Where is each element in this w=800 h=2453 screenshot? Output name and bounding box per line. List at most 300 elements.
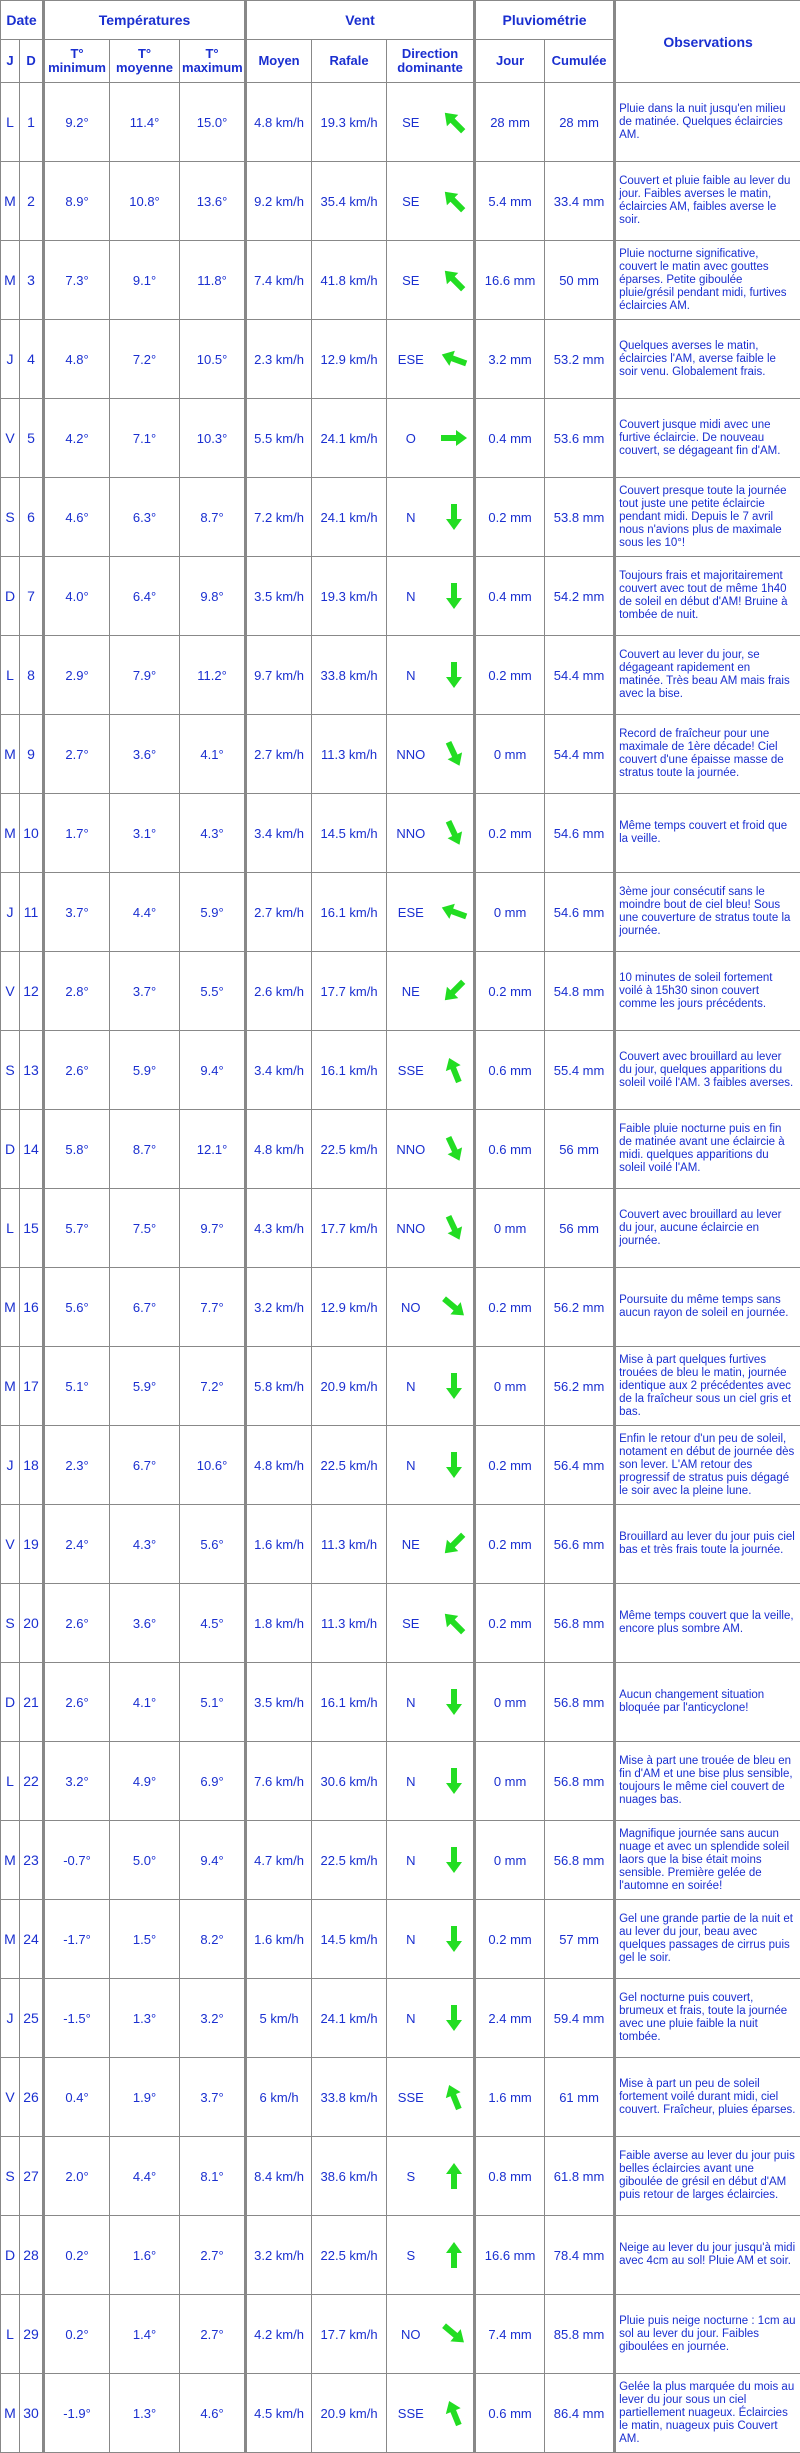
temp-max: 2.7° [180, 2216, 246, 2295]
temp-max: 8.1° [180, 2137, 246, 2216]
wind-avg: 8.4 km/h [246, 2137, 312, 2216]
table-row [1, 1663, 800, 1742]
temp-avg: 1.3° [110, 2374, 180, 2453]
table-row [1, 399, 800, 478]
temp-avg: 5.9° [110, 1031, 180, 1110]
observation: Gelée la plus marquée du mois au lever du jour sous un ciel partiellement nuageux. Éclaircies le matin, nuageux puis Couvert AM. [615, 2374, 800, 2453]
day-number: 23 [20, 1821, 44, 1900]
wind-gust: 11.3 km/h [312, 1505, 387, 1584]
header-vent: Vent [246, 1, 475, 40]
temp-min: -1.7° [44, 1900, 110, 1979]
wind-arrow-cell [435, 241, 475, 320]
observation: Quelques averses le matin, éclaircies l'AM, averse faible le soir venu. Globalement frais. [615, 320, 800, 399]
day-number: 29 [20, 2295, 44, 2374]
observation: Faible pluie nocturne puis en fin de matinée avant une éclaircie à midi. quelques apparitions du soleil voilé l'AM. [615, 1110, 800, 1189]
rain-day: 0.6 mm [475, 1031, 545, 1110]
rain-day: 0.2 mm [475, 1426, 545, 1505]
day-number: 17 [20, 1347, 44, 1426]
wind-gust: 33.8 km/h [312, 636, 387, 715]
wind-arrow-cell [435, 1110, 475, 1189]
wind-arrow-cell [435, 320, 475, 399]
header-direction: Direction dominante [387, 40, 475, 83]
rain-cumulative: 53.2 mm [545, 320, 615, 399]
temp-max: 3.2° [180, 1979, 246, 2058]
rain-cumulative: 57 mm [545, 1900, 615, 1979]
wind-avg: 3.5 km/h [246, 557, 312, 636]
day-number: 22 [20, 1742, 44, 1821]
rain-cumulative: 56.6 mm [545, 1505, 615, 1584]
wind-avg: 1.6 km/h [246, 1505, 312, 1584]
observation: Magnifique journée sans aucun nuage et avec un splendide soleil laors que la bise était moins sensible. Première gelée de l'automne en soirée! [615, 1821, 800, 1900]
observation: Couvert et pluie faible au lever du jour. Faibles averses le matin, éclaircies AM, faibles averse le soir. [615, 162, 800, 241]
temp-min: 2.0° [44, 2137, 110, 2216]
arrow-sse-icon [439, 1134, 469, 1164]
day-number: 26 [20, 2058, 44, 2137]
arrow-s-icon [439, 502, 469, 532]
wind-gust: 24.1 km/h [312, 399, 387, 478]
wind-arrow-cell [435, 2374, 475, 2453]
wind-direction: N [387, 557, 435, 636]
rain-day: 0.2 mm [475, 636, 545, 715]
temp-min: 4.2° [44, 399, 110, 478]
wind-avg: 4.8 km/h [246, 1110, 312, 1189]
rain-day: 0 mm [475, 715, 545, 794]
wind-avg: 2.3 km/h [246, 320, 312, 399]
day-letter: V [1, 399, 20, 478]
rain-cumulative: 54.8 mm [545, 952, 615, 1031]
wind-gust: 16.1 km/h [312, 1663, 387, 1742]
rain-cumulative: 53.8 mm [545, 478, 615, 557]
arrow-s-icon [439, 1371, 469, 1401]
arrow-e-icon [439, 423, 469, 453]
rain-cumulative: 33.4 mm [545, 162, 615, 241]
temp-avg: 1.9° [110, 2058, 180, 2137]
wind-avg: 4.8 km/h [246, 1426, 312, 1505]
wind-gust: 30.6 km/h [312, 1742, 387, 1821]
wind-direction: N [387, 1821, 435, 1900]
wind-direction: NE [387, 1505, 435, 1584]
wind-gust: 22.5 km/h [312, 1821, 387, 1900]
rain-day: 0.4 mm [475, 399, 545, 478]
day-number: 20 [20, 1584, 44, 1663]
header-pluviometrie: Pluviométrie [475, 1, 615, 40]
temp-max: 9.4° [180, 1031, 246, 1110]
table-body [1, 83, 800, 2453]
wind-direction: N [387, 1900, 435, 1979]
temp-min: 5.8° [44, 1110, 110, 1189]
temp-max: 9.7° [180, 1189, 246, 1268]
arrow-w-icon [439, 344, 469, 374]
wind-arrow-cell [435, 1979, 475, 2058]
rain-day: 5.4 mm [475, 162, 545, 241]
observation: Toujours frais et majoritairement couvert avec tout de même 1h40 de soleil en début d'AM! Bruine à tombée de nuit. [615, 557, 800, 636]
rain-day: 0 mm [475, 873, 545, 952]
temp-min: 2.4° [44, 1505, 110, 1584]
arrow-nw-icon [439, 107, 469, 137]
table-row [1, 873, 800, 952]
wind-gust: 41.8 km/h [312, 241, 387, 320]
wind-gust: 11.3 km/h [312, 1584, 387, 1663]
table-row [1, 715, 800, 794]
observation: Mise à part un peu de soleil fortement voilé durant midi, ciel couvert. Fraîcheur, pluies éparses. [615, 2058, 800, 2137]
table-row [1, 952, 800, 1031]
rain-day: 28 mm [475, 83, 545, 162]
observation: Record de fraîcheur pour une maximale de 1ère décade! Ciel couvert d'une épaisse masse de stratus toute la journée. [615, 715, 800, 794]
wind-gust: 14.5 km/h [312, 794, 387, 873]
wind-arrow-cell [435, 1663, 475, 1742]
rain-cumulative: 54.6 mm [545, 794, 615, 873]
wind-avg: 7.2 km/h [246, 478, 312, 557]
rain-cumulative: 56.8 mm [545, 1663, 615, 1742]
wind-direction: S [387, 2137, 435, 2216]
day-letter: J [1, 1979, 20, 2058]
observation: Faible averse au lever du jour puis belles éclaircies avant une giboulée de grésil en début d'AM puis retour de larges éclaircies. [615, 2137, 800, 2216]
wind-avg: 3.5 km/h [246, 1663, 312, 1742]
observation: Poursuite du même temps sans aucun rayon de soleil en journée. [615, 1268, 800, 1347]
rain-cumulative: 54.2 mm [545, 557, 615, 636]
day-letter: S [1, 1584, 20, 1663]
temp-max: 9.4° [180, 1821, 246, 1900]
temp-max: 5.1° [180, 1663, 246, 1742]
rain-day: 16.6 mm [475, 2216, 545, 2295]
temp-max: 15.0° [180, 83, 246, 162]
temp-avg: 4.4° [110, 873, 180, 952]
arrow-s-icon [439, 1687, 469, 1717]
temp-avg: 1.6° [110, 2216, 180, 2295]
day-letter: D [1, 1663, 20, 1742]
day-letter: L [1, 636, 20, 715]
arrow-nnw-icon [439, 2082, 469, 2112]
arrow-nw-icon [439, 265, 469, 295]
temp-min: 2.6° [44, 1584, 110, 1663]
temp-max: 4.5° [180, 1584, 246, 1663]
temp-max: 7.7° [180, 1268, 246, 1347]
arrow-sw-icon [439, 976, 469, 1006]
table-row [1, 2058, 800, 2137]
observation: Pluie nocturne significative, couvert le matin avec gouttes éparses. Petite giboulée pluie/grésil pendant midi, furtives éclaircies AM. [615, 241, 800, 320]
day-letter: M [1, 1347, 20, 1426]
wind-direction: SE [387, 1584, 435, 1663]
temp-max: 2.7° [180, 2295, 246, 2374]
header-jour: Jour [475, 40, 545, 83]
table-row [1, 241, 800, 320]
wind-gust: 22.5 km/h [312, 2216, 387, 2295]
rain-day: 0 mm [475, 1821, 545, 1900]
temp-min: -1.5° [44, 1979, 110, 2058]
day-letter: S [1, 478, 20, 557]
day-letter: M [1, 1821, 20, 1900]
wind-direction: NE [387, 952, 435, 1031]
day-letter: J [1, 873, 20, 952]
temp-min: 2.3° [44, 1426, 110, 1505]
wind-arrow-cell [435, 715, 475, 794]
rain-day: 0.2 mm [475, 794, 545, 873]
arrow-se-icon [439, 1292, 469, 1322]
rain-day: 0.4 mm [475, 557, 545, 636]
wind-arrow-cell [435, 873, 475, 952]
day-number: 24 [20, 1900, 44, 1979]
day-letter: S [1, 2137, 20, 2216]
observation: Couvert au lever du jour, se dégageant rapidement en matinée. Très beau AM mais frais avec la bise. [615, 636, 800, 715]
wind-direction: N [387, 478, 435, 557]
day-letter: D [1, 2216, 20, 2295]
wind-avg: 7.6 km/h [246, 1742, 312, 1821]
temp-max: 5.6° [180, 1505, 246, 1584]
temp-min: 1.7° [44, 794, 110, 873]
arrow-sse-icon [439, 739, 469, 769]
wind-avg: 6 km/h [246, 2058, 312, 2137]
wind-direction: SSE [387, 1031, 435, 1110]
temp-min: 2.7° [44, 715, 110, 794]
wind-avg: 5.8 km/h [246, 1347, 312, 1426]
wind-avg: 4.8 km/h [246, 83, 312, 162]
rain-cumulative: 78.4 mm [545, 2216, 615, 2295]
table-row [1, 320, 800, 399]
wind-gust: 19.3 km/h [312, 557, 387, 636]
temp-avg: 5.0° [110, 1821, 180, 1900]
arrow-w-icon [439, 897, 469, 927]
observation: Couvert jusque midi avec une furtive éclaircie. De nouveau couvert, se dégageant fin d'AM. [615, 399, 800, 478]
temp-max: 12.1° [180, 1110, 246, 1189]
rain-cumulative: 56.4 mm [545, 1426, 615, 1505]
wind-avg: 3.2 km/h [246, 2216, 312, 2295]
temp-min: 5.7° [44, 1189, 110, 1268]
temp-min: 5.1° [44, 1347, 110, 1426]
wind-direction: ESE [387, 873, 435, 952]
arrow-s-icon [439, 1766, 469, 1796]
wind-avg: 4.7 km/h [246, 1821, 312, 1900]
temp-avg: 4.3° [110, 1505, 180, 1584]
wind-gust: 24.1 km/h [312, 478, 387, 557]
rain-cumulative: 54.4 mm [545, 636, 615, 715]
temp-max: 10.6° [180, 1426, 246, 1505]
arrow-s-icon [439, 581, 469, 611]
temp-avg: 4.4° [110, 2137, 180, 2216]
day-number: 16 [20, 1268, 44, 1347]
temp-avg: 1.5° [110, 1900, 180, 1979]
wind-gust: 16.1 km/h [312, 873, 387, 952]
arrow-nw-icon [439, 186, 469, 216]
table-row [1, 1268, 800, 1347]
wind-avg: 9.7 km/h [246, 636, 312, 715]
wind-gust: 38.6 km/h [312, 2137, 387, 2216]
rain-day: 0.2 mm [475, 1268, 545, 1347]
wind-gust: 22.5 km/h [312, 1426, 387, 1505]
header-date: Date [1, 1, 44, 40]
day-number: 13 [20, 1031, 44, 1110]
wind-direction: N [387, 1742, 435, 1821]
wind-direction: ESE [387, 320, 435, 399]
temp-min: 2.9° [44, 636, 110, 715]
day-number: 21 [20, 1663, 44, 1742]
temp-avg: 7.1° [110, 399, 180, 478]
wind-gust: 33.8 km/h [312, 2058, 387, 2137]
temp-avg: 7.9° [110, 636, 180, 715]
temp-max: 10.3° [180, 399, 246, 478]
temp-min: 3.7° [44, 873, 110, 952]
day-number: 12 [20, 952, 44, 1031]
day-letter: M [1, 241, 20, 320]
temp-min: 2.6° [44, 1031, 110, 1110]
rain-cumulative: 55.4 mm [545, 1031, 615, 1110]
day-letter: M [1, 2374, 20, 2453]
wind-arrow-cell [435, 1584, 475, 1663]
wind-arrow-cell [435, 83, 475, 162]
header-d: D [20, 40, 44, 83]
temp-avg: 11.4° [110, 83, 180, 162]
day-letter: L [1, 83, 20, 162]
wind-direction: SE [387, 162, 435, 241]
wind-direction: NNO [387, 794, 435, 873]
wind-avg: 5 km/h [246, 1979, 312, 2058]
temp-max: 3.7° [180, 2058, 246, 2137]
table-row [1, 2295, 800, 2374]
arrow-sse-icon [439, 818, 469, 848]
temp-max: 8.7° [180, 478, 246, 557]
temp-avg: 3.1° [110, 794, 180, 873]
header-tmoy: T° moyenne [110, 40, 180, 83]
wind-direction: N [387, 636, 435, 715]
day-letter: J [1, 320, 20, 399]
wind-direction: NO [387, 2295, 435, 2374]
wind-gust: 17.7 km/h [312, 2295, 387, 2374]
observation: 3ème jour consécutif sans le moindre bout de ciel bleu! Sous une couverture de stratus toute la journée. [615, 873, 800, 952]
day-letter: M [1, 162, 20, 241]
rain-cumulative: 61 mm [545, 2058, 615, 2137]
temp-min: -1.9° [44, 2374, 110, 2453]
table-row [1, 1979, 800, 2058]
arrow-n-icon [439, 2161, 469, 2191]
wind-arrow-cell [435, 636, 475, 715]
temp-min: 5.6° [44, 1268, 110, 1347]
day-letter: S [1, 1031, 20, 1110]
day-number: 28 [20, 2216, 44, 2295]
temp-avg: 6.4° [110, 557, 180, 636]
temp-min: 0.4° [44, 2058, 110, 2137]
day-number: 5 [20, 399, 44, 478]
temp-min: -0.7° [44, 1821, 110, 1900]
temp-max: 5.9° [180, 873, 246, 952]
observation: Couvert avec brouillard au lever du jour, quelques apparitions du soleil voilé l'AM. 3 faibles averses. [615, 1031, 800, 1110]
rain-cumulative: 61.8 mm [545, 2137, 615, 2216]
day-number: 15 [20, 1189, 44, 1268]
header-cumulee: Cumulée [545, 40, 615, 83]
day-number: 3 [20, 241, 44, 320]
rain-day: 0.2 mm [475, 1900, 545, 1979]
table-row [1, 557, 800, 636]
wind-arrow-cell [435, 557, 475, 636]
wind-avg: 4.3 km/h [246, 1189, 312, 1268]
rain-cumulative: 59.4 mm [545, 1979, 615, 2058]
wind-direction: N [387, 1426, 435, 1505]
wind-avg: 9.2 km/h [246, 162, 312, 241]
day-letter: L [1, 2295, 20, 2374]
table-row [1, 1426, 800, 1505]
table-row [1, 2137, 800, 2216]
table-row [1, 83, 800, 162]
wind-arrow-cell [435, 1031, 475, 1110]
rain-day: 0 mm [475, 1663, 545, 1742]
wind-avg: 3.4 km/h [246, 1031, 312, 1110]
arrow-sse-icon [439, 1213, 469, 1243]
wind-avg: 2.7 km/h [246, 715, 312, 794]
rain-day: 0 mm [475, 1347, 545, 1426]
rain-cumulative: 85.8 mm [545, 2295, 615, 2374]
observation: Même temps couvert et froid que la veille. [615, 794, 800, 873]
table-row [1, 636, 800, 715]
temp-avg: 6.7° [110, 1268, 180, 1347]
day-letter: M [1, 1268, 20, 1347]
wind-gust: 11.3 km/h [312, 715, 387, 794]
day-letter: D [1, 1110, 20, 1189]
wind-gust: 35.4 km/h [312, 162, 387, 241]
observation: Même temps couvert que la veille, encore plus sombre AM. [615, 1584, 800, 1663]
rain-cumulative: 56.8 mm [545, 1821, 615, 1900]
table-row [1, 1347, 800, 1426]
wind-gust: 14.5 km/h [312, 1900, 387, 1979]
header-rafale: Rafale [312, 40, 387, 83]
observation: Pluie puis neige nocturne : 1cm au sol au lever du jour. Faibles giboulées en journée. [615, 2295, 800, 2374]
wind-direction: SE [387, 83, 435, 162]
wind-avg: 2.6 km/h [246, 952, 312, 1031]
rain-day: 3.2 mm [475, 320, 545, 399]
wind-direction: NNO [387, 1110, 435, 1189]
wind-avg: 3.2 km/h [246, 1268, 312, 1347]
temp-max: 5.5° [180, 952, 246, 1031]
temp-avg: 3.6° [110, 1584, 180, 1663]
wind-gust: 20.9 km/h [312, 1347, 387, 1426]
table-row [1, 1584, 800, 1663]
wind-arrow-cell [435, 162, 475, 241]
temp-avg: 4.9° [110, 1742, 180, 1821]
rain-day: 0 mm [475, 1742, 545, 1821]
table-row [1, 1505, 800, 1584]
wind-arrow-cell [435, 1347, 475, 1426]
day-letter: V [1, 2058, 20, 2137]
wind-direction: SSE [387, 2058, 435, 2137]
temp-max: 6.9° [180, 1742, 246, 1821]
day-number: 8 [20, 636, 44, 715]
table-row [1, 478, 800, 557]
wind-avg: 4.2 km/h [246, 2295, 312, 2374]
day-letter: L [1, 1742, 20, 1821]
wind-arrow-cell [435, 478, 475, 557]
day-letter: L [1, 1189, 20, 1268]
header-tmin: T° minimum [44, 40, 110, 83]
temp-avg: 7.5° [110, 1189, 180, 1268]
wind-gust: 24.1 km/h [312, 1979, 387, 2058]
wind-avg: 5.5 km/h [246, 399, 312, 478]
rain-day: 0.6 mm [475, 2374, 545, 2453]
wind-avg: 1.8 km/h [246, 1584, 312, 1663]
rain-day: 0.2 mm [475, 1584, 545, 1663]
temp-min: 9.2° [44, 83, 110, 162]
temp-avg: 1.3° [110, 1979, 180, 2058]
rain-day: 0.8 mm [475, 2137, 545, 2216]
wind-arrow-cell [435, 399, 475, 478]
temp-max: 11.8° [180, 241, 246, 320]
arrow-nnw-icon [439, 1055, 469, 1085]
day-number: 4 [20, 320, 44, 399]
day-number: 10 [20, 794, 44, 873]
observation: Mise à part quelques furtives trouées de bleu le matin, journée identique aux 2 précédentes avec de la fraîcheur sous un ciel gris et bas. [615, 1347, 800, 1426]
observation: Brouillard au lever du jour puis ciel bas et très frais toute la journée. [615, 1505, 800, 1584]
wind-direction: SE [387, 241, 435, 320]
wind-avg: 2.7 km/h [246, 873, 312, 952]
temp-avg: 10.8° [110, 162, 180, 241]
temp-min: 7.3° [44, 241, 110, 320]
temp-max: 4.3° [180, 794, 246, 873]
